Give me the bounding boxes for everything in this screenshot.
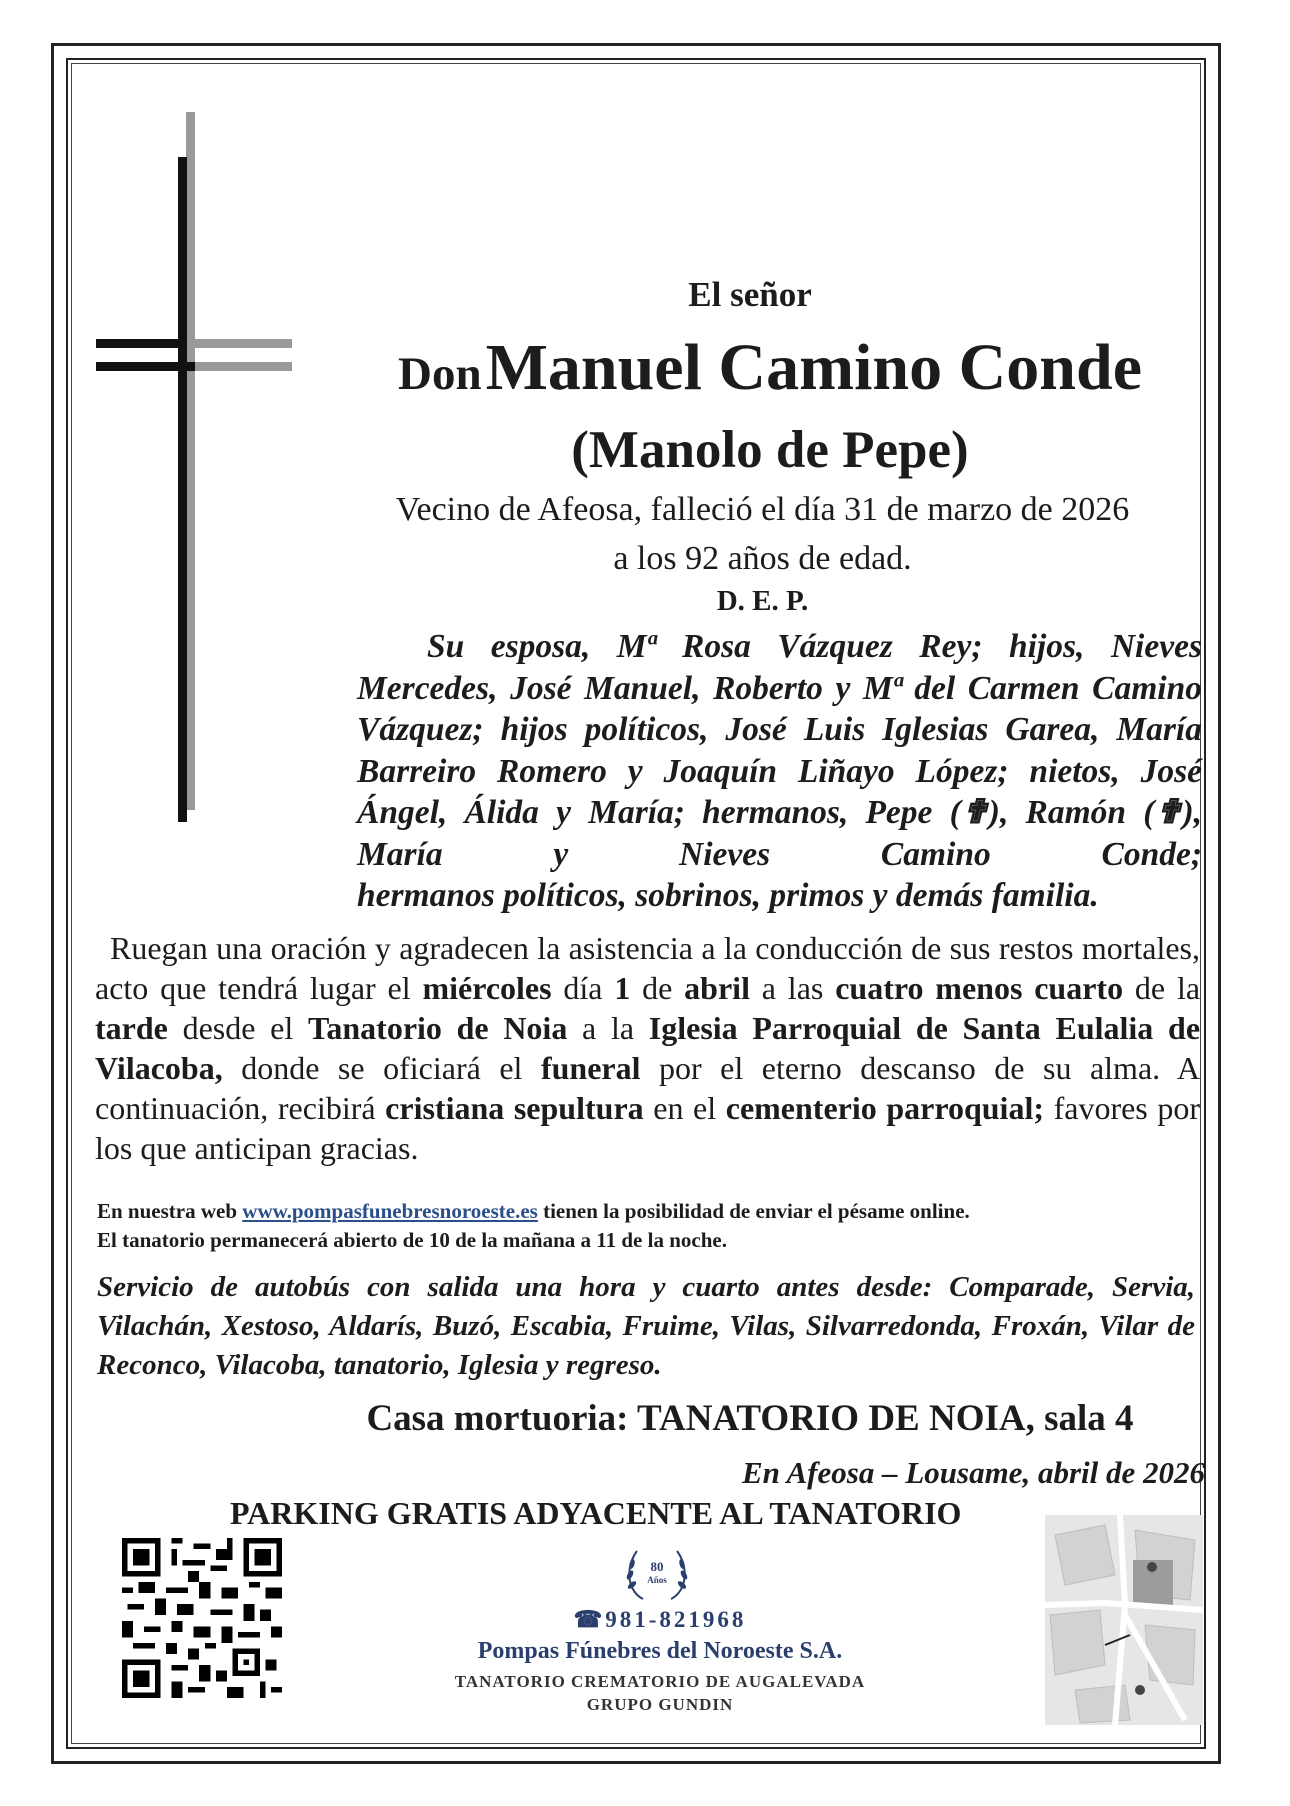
- prayer-bold: abril: [684, 970, 750, 1006]
- phone-text: 981-821968: [605, 1607, 747, 1632]
- prayer-bold: cristiana sepultura: [385, 1090, 644, 1126]
- family-paragraph: [357, 626, 1202, 917]
- qr-code[interactable]: [122, 1538, 282, 1698]
- location-map[interactable]: [1045, 1515, 1203, 1725]
- name-full: Manuel Camino Conde: [485, 331, 1142, 404]
- prayer-bold: cementerio parroquial;: [725, 1090, 1044, 1126]
- prayer-text: Ruegan una oración y agradecen la asistencia a la conducción de sus restos mortales, acto que tendrá lugar el: [95, 930, 1200, 1006]
- company-name: Pompas Fúnebres del Noroeste S.A.: [477, 1638, 843, 1664]
- cross-icon: [96, 112, 292, 822]
- death-info: [310, 485, 1215, 583]
- prayer-text: día: [551, 970, 615, 1006]
- prayer-text: desde el: [167, 1010, 308, 1046]
- family-text-last: hermanos políticos, sobrinos, primos y demás familia.: [357, 877, 1099, 914]
- prayer-bold: cuatro menos cuarto: [835, 970, 1124, 1006]
- phone-number[interactable]: [540, 1607, 780, 1633]
- place-date: En Afeosa – Lousame, abril de 2026: [741, 1455, 1205, 1490]
- prayer-bold: 1: [614, 970, 631, 1006]
- hours-line: El tanatorio permanecerá abierto de 10 de la mañana a 11 de la noche.: [97, 1228, 727, 1252]
- nickname: (Manolo de Pepe): [571, 421, 969, 479]
- prayer-paragraph: [95, 928, 1200, 1168]
- web-info: [97, 1197, 1202, 1255]
- dep-text: D. E. P.: [716, 585, 809, 617]
- company-subtitle: TANATORIO CREMATORIO DE AUGALEVADA: [454, 1672, 866, 1691]
- laurel-logo-icon: [619, 1543, 695, 1605]
- prayer-text: a las: [749, 970, 836, 1006]
- prayer-text: en el: [643, 1090, 726, 1126]
- death-info-line1: Vecino de Afeosa, falleció el día 31 de marzo de 2026: [395, 491, 1130, 528]
- family-text: Su esposa, Mª Rosa Vázquez Rey; hijos, Nieves Mercedes, José Manuel, Roberto y Mª del Carmen Camino Vázquez; hijos políticos, José Luis Iglesias Garea, María Barreiro Romero y Joaquín Liñayo López; nietos, José Ángel, Álida y María; hermanos, Pepe (✟), Ramón (✟), María y Nieves Camino Conde;: [357, 628, 1202, 873]
- web-pre: En nuestra web: [97, 1199, 243, 1223]
- deceased-name: [320, 330, 1220, 406]
- prayer-bold: miércoles: [422, 970, 552, 1006]
- intro-text: El señor: [688, 275, 812, 314]
- phone-icon: ☎: [573, 1607, 606, 1632]
- name-prefix: Don: [398, 348, 482, 400]
- prayer-text: donde se oficiará el: [222, 1050, 541, 1086]
- funeral-home: Casa mortuoria: TANATORIO DE NOIA, sala 4: [366, 1398, 1134, 1439]
- prayer-bold: funeral: [540, 1050, 641, 1086]
- web-post: tienen la posibilidad de enviar el pésame online.: [537, 1199, 970, 1223]
- death-info-line2: a los 92 años de edad.: [613, 540, 912, 577]
- prayer-text: por el eterno descanso de su alma. A continuación, recibirá: [95, 1050, 1201, 1126]
- prayer-text: de: [630, 970, 685, 1006]
- web-line: [97, 1197, 1202, 1226]
- parking-notice: PARKING GRATIS ADYACENTE AL TANATORIO: [230, 1495, 962, 1531]
- logo-years-label: Años: [647, 1575, 667, 1585]
- website-link[interactable]: www.pompasfunebresnoroeste.es: [242, 1199, 538, 1223]
- prayer-bold: Iglesia Parroquial de Santa Eulalia de Vilacoba,: [95, 1010, 1201, 1086]
- prayer-text: de la: [1123, 970, 1201, 1006]
- prayer-text: a la: [567, 1010, 649, 1046]
- bus-service: Servicio de autobús con salida una hora y cuarto antes desde: Comparade, Servia, Vilachán, Xestoso, Aldarís, Buzó, Escabia, Fruime, Vilas, Silvarredonda, Froxán, Vilar de Reconco, Vilacoba, tanatorio, Iglesia y regreso.: [97, 1271, 1195, 1381]
- company-group: GRUPO GUNDIN: [586, 1695, 734, 1714]
- prayer-text: favores por los que anticipan gracias.: [95, 1090, 1201, 1166]
- prayer-bold: Tanatorio de Noia: [307, 1010, 568, 1046]
- logo-years: 80: [650, 1559, 664, 1574]
- prayer-bold: tarde: [95, 1010, 168, 1046]
